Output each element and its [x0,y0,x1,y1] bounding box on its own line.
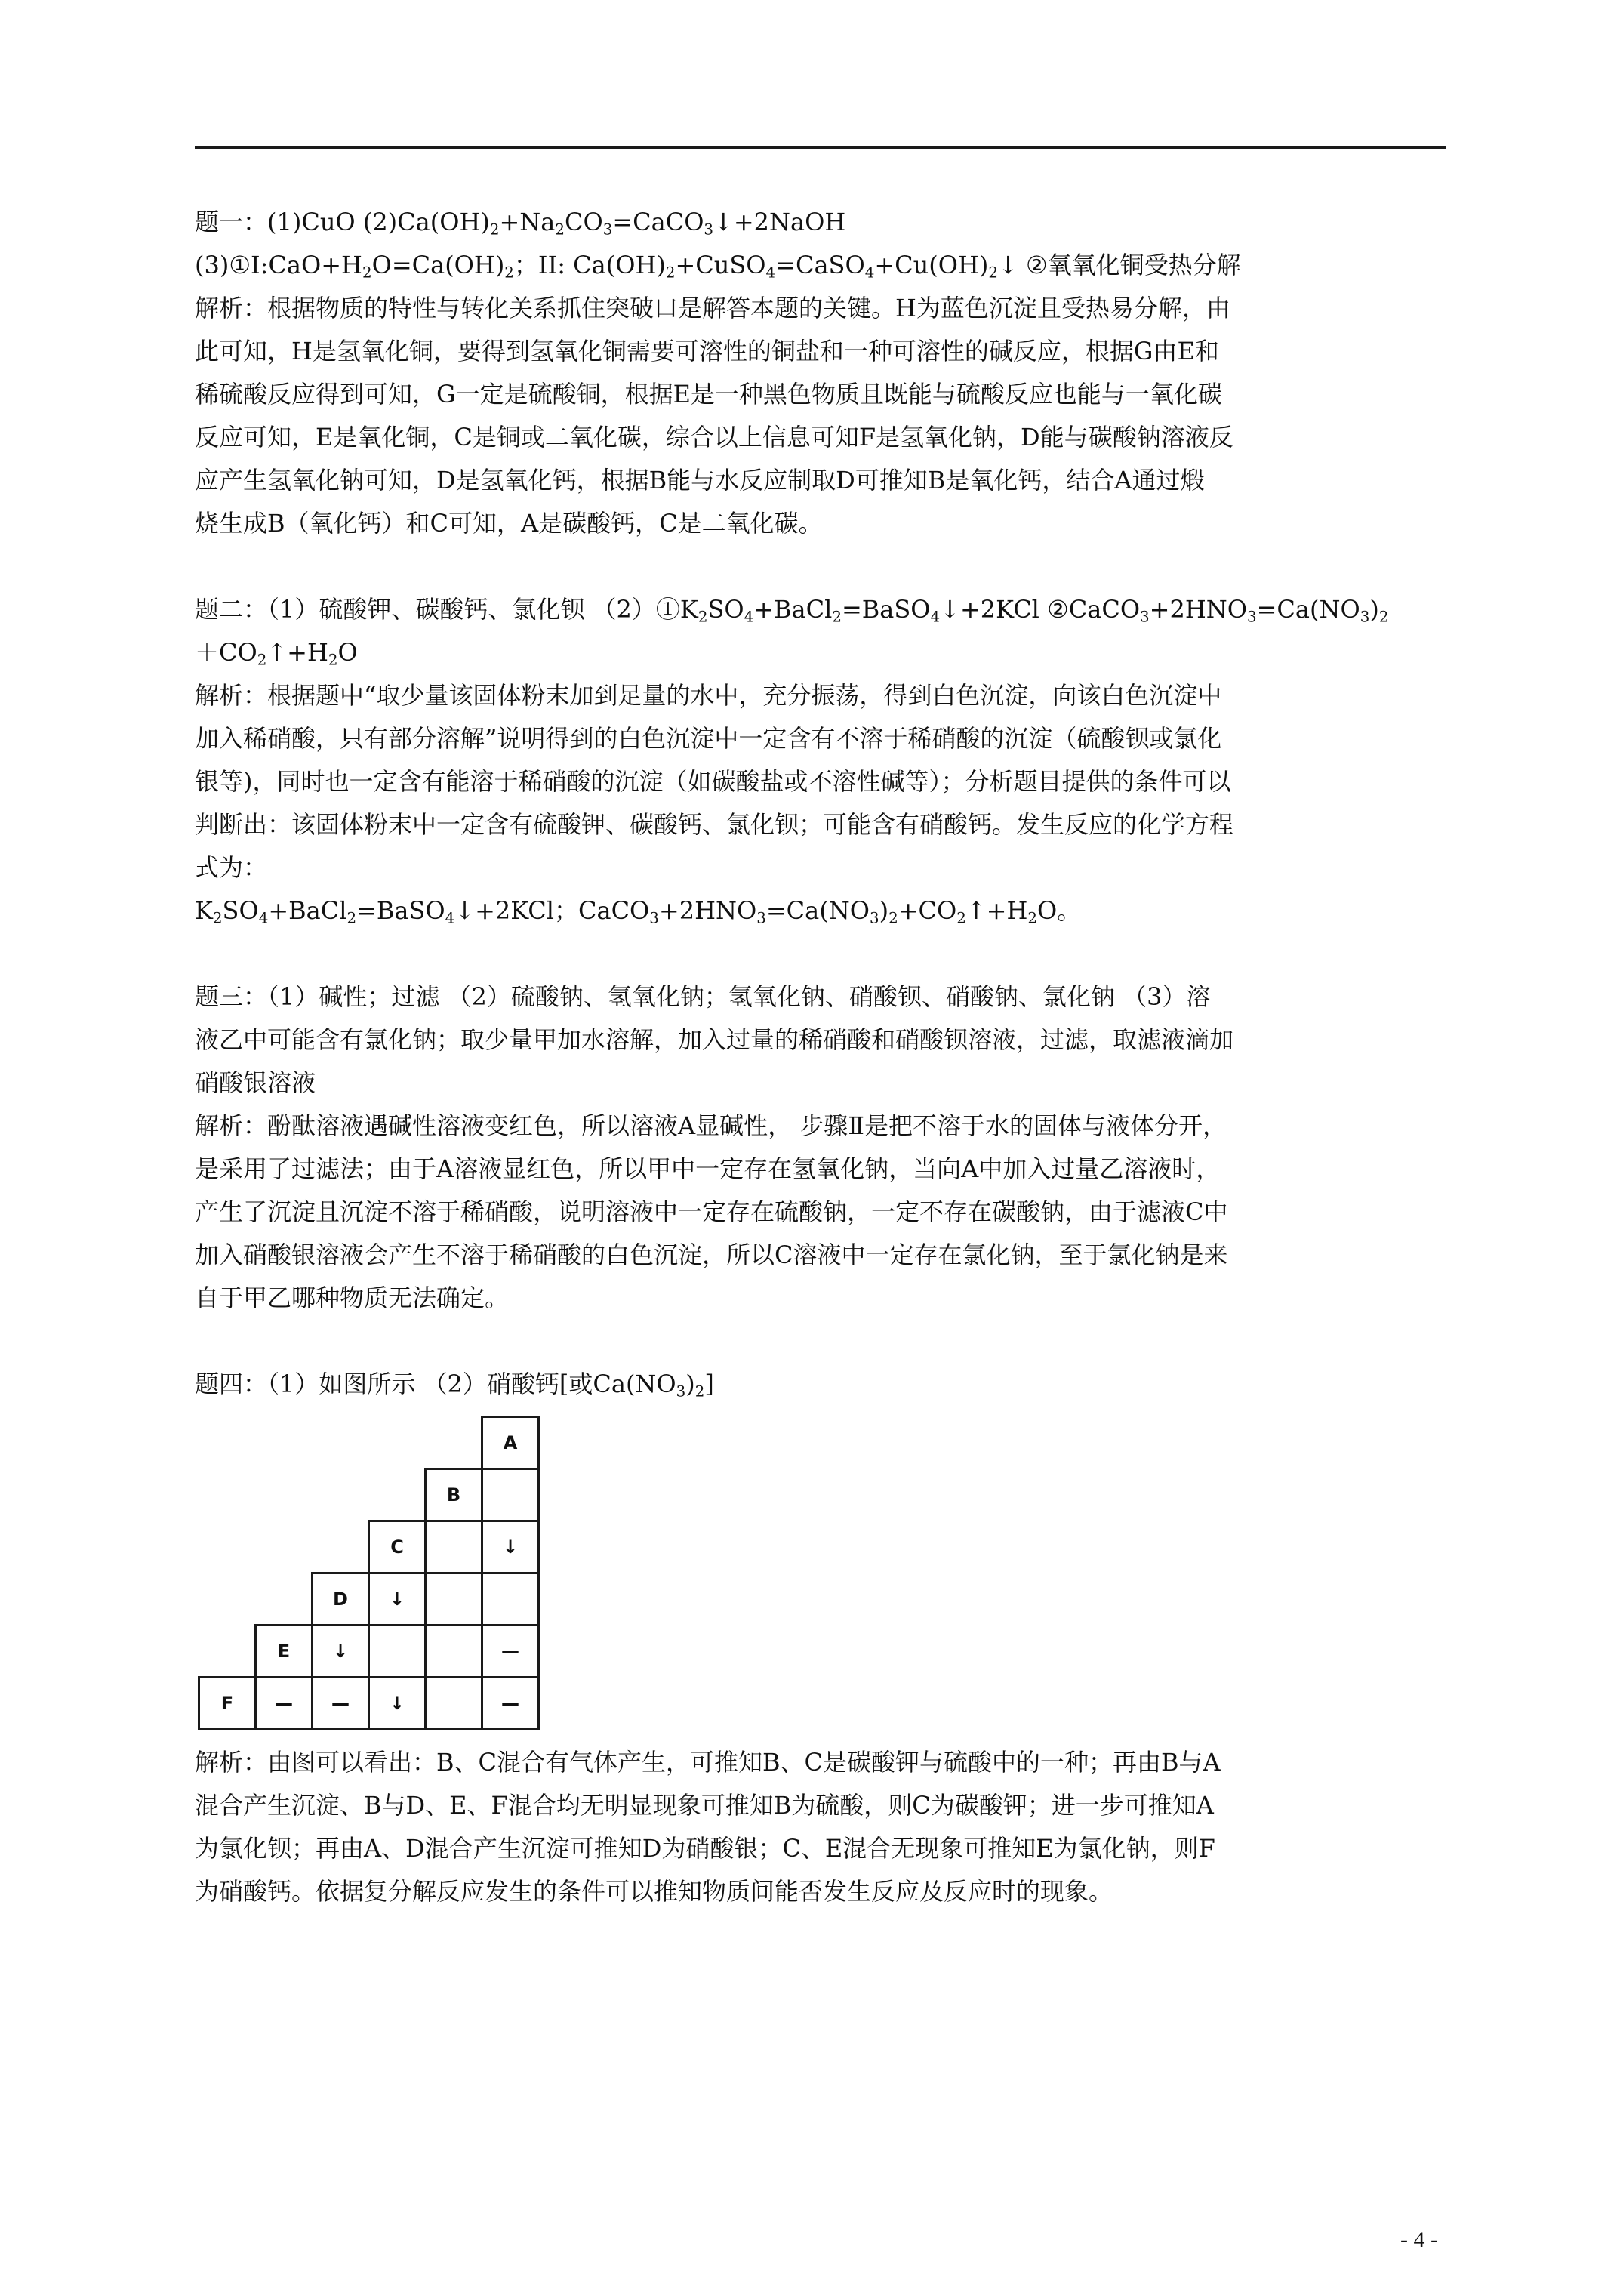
grid-cell [199,1469,256,1521]
grid-row [199,1626,539,1678]
grid-row [199,1417,539,1469]
q3-answer-line: 题三：（1）碱性；过滤 （2）硫酸钠、氢氧化钠；氢氧化钠、硝酸钡、硝酸钠、氯化钠 （3）溶 [195,982,1211,1011]
grid-cell [369,1417,426,1469]
q1-analysis-line: 应产生氢氧化钠可知，D是氢氧化钙，根据B能与水反应制取D可推知B是氧化钙，结合A通过煅 [195,466,1205,495]
q4-analysis-line: 为氯化钡；再由A、D混合产生沉淀可推知D为硝酸银；C、E混合无现象可推知E为氯化钠，则F [195,1834,1215,1863]
q2-analysis-line: 解析：根据题中“取少量该固体粉末加到足量的水中，充分振荡，得到白色沉淀，向该白色沉淀中 [195,681,1222,710]
grid-cell: — [482,1678,539,1730]
q4-analysis [195,1741,1448,1913]
q3-analysis-line: 产生了沉淀且沉淀不溶于稀硝酸，说明溶液中一定存在硫酸钠，一定不存在碳酸钠，由于滤液C中 [195,1197,1228,1226]
grid-cell [426,1678,482,1730]
grid-cell [256,1469,313,1521]
q2-answer-line-2: $+CO_2↑+H_2O$ [195,638,358,669]
grid-cell: ↓ [482,1521,539,1573]
grid-row [199,1521,539,1573]
grid-cell: — [256,1678,313,1730]
grid-cell [426,1417,482,1469]
grid-cell [199,1417,256,1469]
q2-analysis-line: 判断出：该固体粉末中一定含有硫酸钾、碳酸钙、氯化钡；可能含有硝酸钙。发生反应的化学方程 [195,810,1234,839]
grid-cell [256,1521,313,1573]
grid-cell [313,1469,369,1521]
grid-cell: F [199,1678,256,1730]
grid-cell [199,1573,256,1626]
grid-cell [313,1521,369,1573]
grid-cell: ↓ [369,1678,426,1730]
grid-cell [313,1417,369,1469]
grid-cell [369,1469,426,1521]
reaction-table [198,1416,540,1730]
q2-answer-line-1: 题二：（1）硫酸钾、碳酸钙、氯化钡 $(2)①K_2SO_4+BaCl_2=BaSO_4↓+2KCl$ $②CaCO_3+2HNO_3=Ca(NO_3)_2$ [195,595,1389,626]
q1-analysis-line: 此可知，H是氢氧化铜，要得到氢氧化铜需要可溶性的铜盐和一种可溶性的碱反应，根据G由E和 [195,337,1219,365]
grid-cell [199,1626,256,1678]
q3-analysis-line: 是采用了过滤法；由于A溶液显红色，所以甲中一定存在氢氧化钠，当向A中加入过量乙溶液时， [195,1154,1221,1183]
grid-cell [256,1417,313,1469]
grid-cell [482,1469,539,1521]
grid-cell: B [426,1469,482,1521]
grid-row [199,1469,539,1521]
q2-equation-line: $K_2SO_4+BaCl_2=BaSO_4↓+2KCl$；$CaCO_3+2HNO_3=Ca(NO_3)_2+CO_2↑+H_2O$。 [195,896,1082,927]
grid-cell [426,1626,482,1678]
grid-cell: ↓ [313,1626,369,1678]
grid-cell [256,1573,313,1626]
q3-answer-line: 硝酸银溶液 [195,1068,316,1097]
page-number: - 4 - [1400,2227,1438,2252]
grid-cell: — [313,1678,369,1730]
grid-cell [482,1573,539,1626]
q3-analysis-line: 解析：酚酞溶液遇碱性溶液变红色，所以溶液A显碱性， 步骤Ⅱ是把不溶于水的固体与液体分开， [195,1111,1227,1140]
grid-cell: C [369,1521,426,1573]
q4-answer-line: 题四：（1）如图所示 （2）硝酸钙[或$Ca(NO_3)_2$] [195,1370,714,1401]
q1-analysis-line: 解析：根据物质的特性与转化关系抓住突破口是解答本题的关键。H为蓝色沉淀且受热易分解，由 [195,294,1230,322]
grid-cell [426,1573,482,1626]
grid-cell: A [482,1417,539,1469]
grid-cell: ↓ [369,1573,426,1626]
q1-analysis-line: 反应可知，E是氧化铜，C是铜或二氧化碳，综合以上信息可知F是氢氧化钠，D能与碳酸钠溶液反 [195,423,1233,451]
grid-cell: D [313,1573,369,1626]
grid-row [199,1678,539,1730]
grid-cell [369,1626,426,1678]
q3-analysis-line: 自于甲乙哪种物质无法确定。 [195,1284,510,1312]
q2-analysis-line: 式为： [195,853,268,882]
reaction-grid [198,1416,540,1730]
grid-cell: — [482,1626,539,1678]
q2-analysis-line: 加入稀硝酸，只有部分溶解”说明得到的白色沉淀中一定含有不溶于稀硝酸的沉淀（硫酸钡或氯化 [195,724,1222,753]
q1-answer-line-1: 题一：(1)CuO $(2)Ca(OH)_2+Na_2CO_3=CaCO_3↓+2NaOH$ [195,208,846,239]
q4-analysis-line: 为硝酸钙。依据复分解反应发生的条件可以推知物质间能否发生反应及反应时的现象。 [195,1877,1113,1906]
q1-answer-line-2: $(3)①I:CaO+H_2O=Ca(OH)_2$；II: $Ca(OH)_2+CuSO_4=CaSO_4+Cu(OH)_2↓$ ②氧氧化铜受热分解 [195,251,1241,282]
q3-analysis-line: 加入硝酸银溶液会产生不溶于稀硝酸的白色沉淀，所以C溶液中一定存在氯化钠，至于氯化钠是来 [195,1240,1228,1269]
q1-analysis-line: 稀硫酸反应得到可知，G一定是硫酸铜，根据E是一种黑色物质且既能与硫酸反应也能与一氧化碳 [195,380,1222,408]
header-rule [195,146,1446,149]
q2-analysis-line: 银等)，同时也一定含有能溶于稀硝酸的沉淀（如碳酸盐或不溶性碱等）；分析题目提供的条件可以 [195,767,1231,796]
grid-cell [426,1521,482,1573]
document-body [195,201,1448,1406]
grid-cell: E [256,1626,313,1678]
q3-answer-line: 液乙中可能含有氯化钠；取少量甲加水溶解，加入过量的稀硝酸和硝酸钡溶液，过滤，取滤液滴加 [195,1025,1234,1054]
q4-analysis-line: 解析：由图可以看出：B、C混合有气体产生，可推知B、C是碳酸钾与硫酸中的一种；再由B与A [195,1748,1221,1777]
grid-row [199,1573,539,1626]
q1-analysis-line: 烧生成B（氧化钙）和C可知，A是碳酸钙，C是二氧化碳。 [195,509,823,538]
q4-analysis-line: 混合产生沉淀、B与D、E、F混合均无明显现象可推知B为硫酸，则C为碳酸钾；进一步可推知A [195,1791,1214,1820]
grid-cell [199,1521,256,1573]
